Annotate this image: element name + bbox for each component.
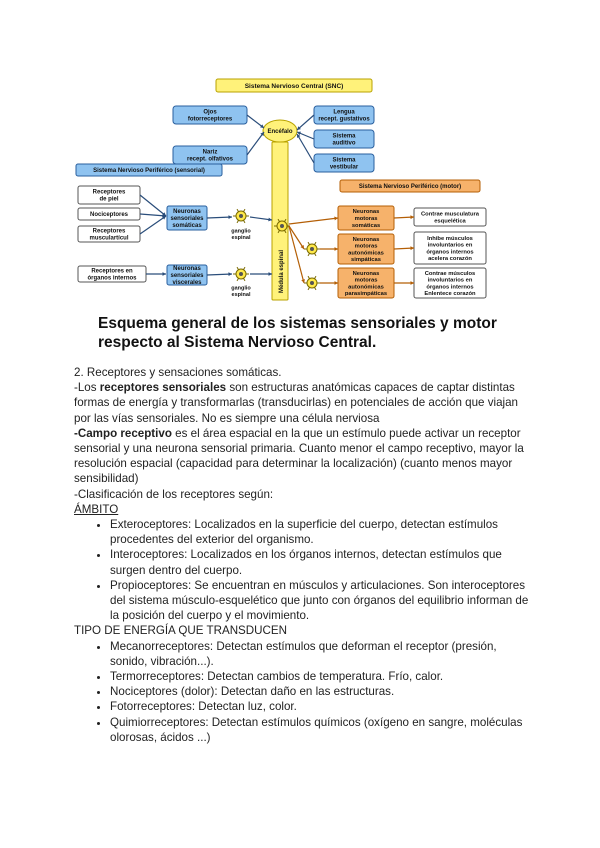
motor-neuron-label: autonómicas bbox=[348, 250, 384, 257]
effect-arrow-head bbox=[410, 215, 414, 219]
ganglion-icon-dendrite bbox=[244, 220, 246, 223]
effect-label: órganos internos bbox=[426, 249, 474, 256]
receptor-label: Nociceptores bbox=[89, 212, 129, 219]
energia-list bbox=[74, 639, 534, 745]
neuronas-somaticas-label: sensoriales bbox=[170, 216, 204, 223]
list-item: • Termorreceptores: Detectan cambios de temperatura. Frío, calor. bbox=[110, 669, 534, 684]
sense-label: Lengua bbox=[333, 109, 355, 116]
neuronas-viscerales-label: Neuronas bbox=[173, 266, 201, 273]
effect-label: esquelética bbox=[434, 218, 466, 225]
ganglio-label: ganglio bbox=[231, 228, 251, 235]
list-item: • Mecanorreceptores: Detectan estímulos que deforman el receptor (presión, sonido, vibración...). bbox=[110, 639, 534, 669]
motor-arrow bbox=[289, 218, 338, 224]
paragraph-receptores bbox=[74, 380, 534, 426]
diagram-svg bbox=[70, 68, 530, 308]
effect-label: involuntarios en bbox=[427, 277, 473, 284]
snp-sensorial-title: Sistema Nervioso Periférico (sensorial) bbox=[93, 168, 205, 175]
list-item: • Interoceptores: Localizados en los órganos internos, detectan estímulos que surgen dentro del cuerpo. bbox=[110, 547, 534, 577]
effect-label: involuntarios en bbox=[427, 242, 473, 249]
motor-neuron-label: somáticas bbox=[351, 222, 381, 229]
p2-bold-term: -Campo receptivo bbox=[74, 426, 172, 440]
motor-neuron-label: motoras bbox=[354, 216, 378, 223]
receptor-label: musculartícul bbox=[89, 235, 129, 242]
motor-neuron-label: Neuronas bbox=[352, 236, 380, 243]
motor-neuron-label: parasimpáticas bbox=[344, 291, 388, 298]
sense-label: fotorreceptores bbox=[187, 116, 233, 123]
sensory-arrow-head bbox=[228, 215, 232, 219]
snp-motor-title: Sistema Nervioso Periférico (motor) bbox=[358, 184, 462, 191]
list-item: • Propioceptores: Se encuentran en músculos y articulaciones. Son interoceptores del sistema músculo-esquelético que junto con órganos del equilibrio informan de la posición del cuerpo y el movimiento. bbox=[110, 578, 534, 624]
document-body bbox=[74, 365, 534, 745]
ganglion-icon-dendrite bbox=[244, 267, 246, 270]
p1-prefix: -Los bbox=[74, 381, 100, 395]
energia-title: TIPO DE ENERGÍA QUE TRANSDUCEN bbox=[74, 624, 288, 638]
receptor-label: Receptores bbox=[92, 189, 126, 196]
sensory-arrow-head bbox=[228, 272, 232, 276]
autonomic-ganglion-icon-dendrite bbox=[308, 253, 310, 256]
ganglio-label: espinal bbox=[231, 235, 251, 242]
ambito-title: ÁMBITO bbox=[74, 502, 119, 516]
sense-label: recept. gustativos bbox=[318, 116, 370, 123]
motor-neuron-label: Neuronas bbox=[352, 209, 380, 216]
motor-neuron-label: Neuronas bbox=[352, 270, 380, 277]
ambito-list bbox=[74, 517, 534, 623]
medula-label: Médula espinal bbox=[279, 249, 285, 293]
sense-label: Sistema bbox=[332, 133, 356, 140]
list-item: • Quimiorreceptores: Detectan estímulos químicos (oxígeno en sangre, moléculas olorosas, ácidos ...) bbox=[110, 715, 534, 745]
autonomic-ganglion-icon-dendrite bbox=[308, 287, 310, 290]
effect-label: Contrae musculatura bbox=[421, 211, 479, 218]
motor-neuron-label: simpáticas bbox=[351, 257, 381, 264]
autonomic-ganglion-icon-dendrite bbox=[308, 242, 310, 245]
paragraph-clasificacion: -Clasificación de los receptores según: bbox=[74, 487, 274, 501]
caption-line-1: Esquema general de los sistemas sensoriales y motor bbox=[98, 315, 497, 332]
sense-label: auditivo bbox=[332, 140, 356, 147]
autonomic-ganglion-icon-nucleus bbox=[310, 247, 314, 251]
effect-label: Contrae músculos bbox=[424, 270, 476, 277]
ganglio-label: espinal bbox=[231, 292, 251, 299]
section-heading: 2. Receptores y sensaciones somáticas. bbox=[74, 366, 282, 379]
neuronas-somaticas-label: Neuronas bbox=[173, 209, 201, 216]
receptor-arrow bbox=[140, 214, 166, 216]
p1-bold-term: receptores sensoriales bbox=[99, 381, 227, 395]
motor-neuron-label: autonómicas bbox=[348, 284, 384, 291]
caption-line-2: respecto al Sistema Nervioso Central. bbox=[98, 334, 377, 351]
receptor-visceral-label: Receptores en bbox=[91, 268, 133, 275]
effect-label: acelera corazón bbox=[428, 256, 472, 263]
autonomic-ganglion-icon-dendrite bbox=[308, 276, 310, 279]
sensory-arrow bbox=[207, 274, 232, 275]
sense-label: vestibular bbox=[329, 164, 359, 171]
sense-arrow bbox=[247, 132, 264, 155]
effect-label: órganos internos bbox=[426, 284, 474, 291]
diagram-caption bbox=[98, 314, 518, 352]
autonomic-ganglion-icon-dendrite bbox=[315, 242, 317, 245]
effect-arrow-head bbox=[410, 281, 414, 285]
sense-label: Ojos bbox=[203, 109, 217, 116]
motor-neuron-label: motoras bbox=[354, 277, 378, 284]
motor-arrow-head bbox=[334, 281, 338, 285]
neuronas-somaticas-label: somáticas bbox=[172, 223, 202, 230]
receptor-visceral-arrow-head bbox=[162, 272, 166, 276]
ganglion-icon-dendrite bbox=[237, 278, 239, 281]
motor-arrow bbox=[289, 226, 304, 249]
receptor-arrow bbox=[140, 195, 166, 216]
sense-label: recept. olfativos bbox=[186, 156, 234, 163]
encefalo-label: Encéfalo bbox=[267, 129, 293, 136]
ganglion-icon-dendrite bbox=[237, 220, 239, 223]
neuronas-viscerales-label: sensoriales bbox=[170, 273, 204, 280]
snc-title: Sistema Nervioso Central (SNC) bbox=[244, 82, 344, 90]
ganglion-icon-nucleus bbox=[239, 214, 243, 218]
effect-label: Inhibe músculos bbox=[427, 235, 473, 242]
sense-label: Sistema bbox=[332, 157, 356, 164]
spinal-neuron-icon-nucleus bbox=[280, 224, 284, 228]
sensory-arrow-head bbox=[268, 272, 272, 276]
neuronas-viscerales-label: viscerales bbox=[172, 280, 202, 287]
effect-label: Enlentece corazón bbox=[424, 291, 476, 298]
sensory-arrow bbox=[207, 217, 232, 218]
effect-arrow-head bbox=[410, 246, 414, 250]
receptor-label: Receptores bbox=[92, 228, 126, 235]
ganglion-icon-dendrite bbox=[237, 209, 239, 212]
ganglion-icon-dendrite bbox=[244, 278, 246, 281]
motor-neuron-label: motoras bbox=[354, 243, 378, 250]
receptor-visceral-label: órganos internos bbox=[87, 275, 137, 282]
motor-arrow-head bbox=[334, 247, 338, 251]
list-item: • Exteroceptores: Localizados en la superficie del cuerpo, detectan estímulos procedentes del exterior del organismo. bbox=[110, 517, 534, 547]
ganglio-label: ganglio bbox=[231, 285, 251, 292]
autonomic-ganglion-icon-dendrite bbox=[315, 287, 317, 290]
paragraph-campo-receptivo bbox=[74, 426, 534, 487]
list-item: • Fotorreceptores: Detectan luz, color. bbox=[110, 699, 534, 714]
receptor-label: de piel bbox=[99, 196, 119, 203]
autonomic-ganglion-icon-dendrite bbox=[315, 276, 317, 279]
sense-label: Nariz bbox=[202, 149, 218, 156]
p1-rest: son estructuras anatómicas capaces de captar distintas formas de energía y transformarlas (transducirlas) en potenciales de acción que viajan por las vías sensoriales. No es siempre una célula nerviosa bbox=[74, 381, 519, 425]
receptor-arrow bbox=[140, 216, 166, 234]
nervous-system-diagram bbox=[70, 68, 530, 308]
motor-arrow bbox=[289, 226, 304, 283]
ganglion-icon-nucleus bbox=[239, 272, 243, 276]
autonomic-ganglion-icon-nucleus bbox=[310, 281, 314, 285]
ganglion-icon-dendrite bbox=[244, 209, 246, 212]
p2-rest: es el área espacial en la que un estímulo puede activar un receptor sensorial y una neurona sensorial primaria. Cuanto menor el campo receptivo, mayor la resolución espacial (capacidad para determinar la localización) (cuanto menos mayor sensibilidad) bbox=[74, 426, 524, 486]
list-item: • Nociceptores (dolor): Detectan daño en las estructuras. bbox=[110, 684, 534, 699]
autonomic-ganglion-icon-dendrite bbox=[315, 253, 317, 256]
ganglion-icon-dendrite bbox=[237, 267, 239, 270]
